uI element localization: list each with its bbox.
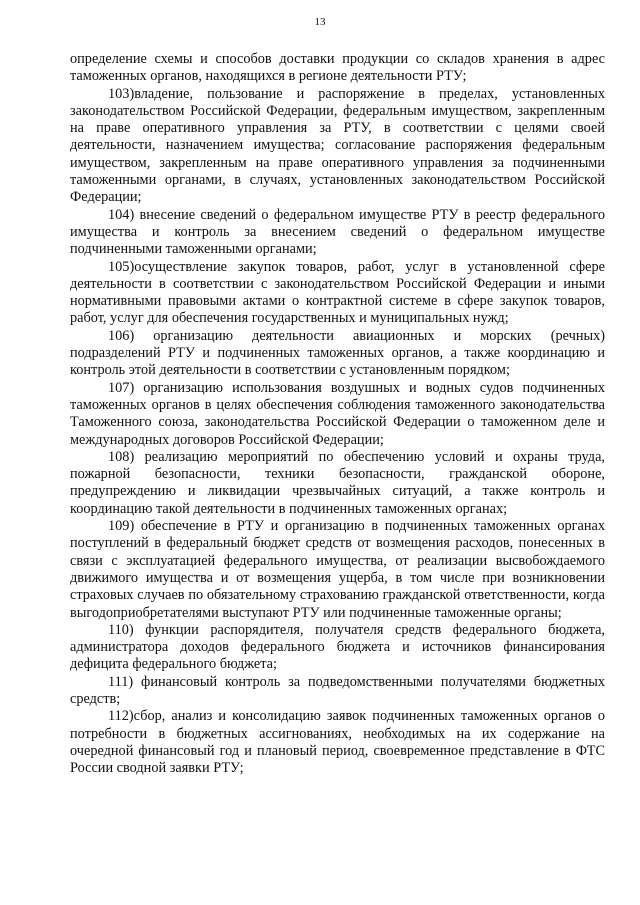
paragraph-110: 110) функции распорядителя, получателя средств федерального бюджета, администратора доходов федерального бюджета и источников финансирования дефицита федерального бюджета; — [70, 621, 605, 673]
document-body — [70, 51, 605, 777]
paragraph-109: 109) обеспечение в РТУ и организацию в подчиненных таможенных органах поступлений в федеральный бюджет средств от возмещения расходов, понесенных в связи с эксплуатацией федерального имущества, от реализации высвобождаемого движимого имущества и от возмещения ущерба, в том числе при возникновении страховых случаев по обязательному страхованию гражданской ответственности, когда выгодоприобретателями выступают РТУ или подчиненные таможенные органы; — [70, 518, 605, 621]
paragraph-106: 106) организацию деятельности авиационных и морских (речных) подразделений РТУ и подчиненных таможенных органов, а также координацию и контроль этой деятельности в соответствии с установленным порядком; — [70, 327, 605, 379]
page-number: 13 — [314, 16, 326, 28]
paragraph-105: 105)осуществление закупок товаров, работ, услуг в установленной сфере деятельности в соответствии с законодательством Российской Федерации и иными нормативными правовыми актами о контрактной системе в сфере закупок товаров, работ, услуг для обеспечения государственных и муниципальных нужд; — [70, 258, 605, 327]
paragraph-112: 112)сбор, анализ и консолидацию заявок подчиненных таможенных органов о потребности в бюджетных ассигнованиях, необходимых на их содержание на очередной финансовый год и плановый период, своевременное представление в ФТС России сводной заявки РТУ; — [70, 708, 605, 777]
paragraph-continuation: определение схемы и способов доставки продукции со складов хранения в адрес таможенных органов, находящихся в регионе деятельности РТУ; — [70, 51, 605, 85]
paragraph-111: 111) финансовый контроль за подведомственными получателями бюджетных средств; — [70, 673, 605, 707]
paragraph-107: 107) организацию использования воздушных и водных судов подчиненных таможенных органов в целях обеспечения соблюдения таможенного законодательства Таможенного союза, законодательства Российской Федерации о таможенном деле и международных договоров Российской Федерации; — [70, 379, 605, 448]
paragraph-104: 104) внесение сведений о федеральном имуществе РТУ в реестр федерального имущества и контроль за внесением сведений о федеральном имуществе подчиненными таможенными органами; — [70, 206, 605, 258]
paragraph-103: 103)владение, пользование и распоряжение в пределах, установленных законодательством Российской Федерации, федеральным имуществом, закрепленным на праве оперативного управления за РТУ, в соответствии с целями своей деятельности, назначением имущества; согласование распоряжения федеральным имуществом, закрепленным на праве оперативного управления за подчиненными таможенными органами, в случаях, установленных законодательством Российской Федерации; — [70, 85, 605, 206]
paragraph-108: 108) реализацию мероприятий по обеспечению условий и охраны труда, пожарной безопасности, техники безопасности, гражданской обороне, предупреждению и ликвидации чрезвычайных ситуаций, а также контроль и координацию такой деятельности в подчиненных таможенных органах; — [70, 448, 605, 517]
